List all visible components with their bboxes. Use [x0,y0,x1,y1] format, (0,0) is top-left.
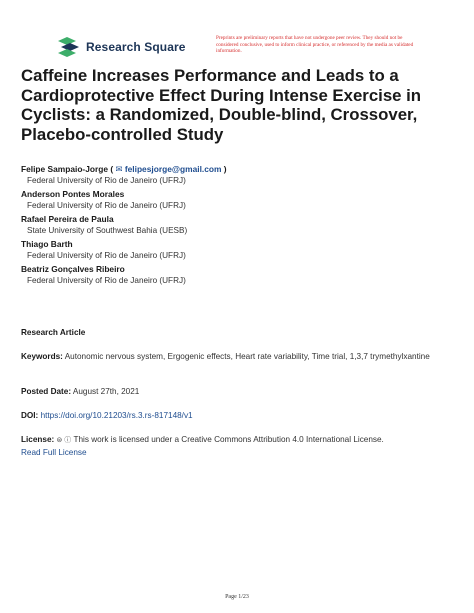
posted-date-label: Posted Date: [21,387,72,396]
license-text: This work is licensed under a Creative Commons Attribution 4.0 International License. [73,435,384,444]
article-type: Research Article [21,328,86,337]
keywords-row [21,351,461,363]
author-entry [21,239,461,262]
doi-label: DOI: [21,411,39,420]
research-square-logo[interactable] [58,37,186,57]
author-email-link[interactable]: felipesjorge@gmail.com [124,164,222,174]
read-full-license-link[interactable]: Read Full License [21,447,87,457]
keywords-label: Keywords: [21,352,63,361]
page-number: Page 1/23 [225,594,249,600]
author-affiliation: Federal University of Rio de Janeiro (UFRJ) [27,201,186,210]
author-name: Anderson Pontes Morales [21,189,125,199]
author-entry [21,214,461,237]
author-name: Thiago Barth [21,239,73,249]
author-entry [21,164,461,187]
email-close-paren: ) [221,164,227,174]
email-open-paren: ( [108,164,114,174]
article-type-row [21,327,461,339]
author-affiliation: Federal University of Rio de Janeiro (UFRJ) [27,251,186,260]
license-label: License: [21,435,55,444]
creative-commons-icon: ⊜ ⓘ [56,437,72,444]
license-row [21,434,461,458]
doi-link[interactable]: https://doi.org/10.21203/rs.3.rs-817148/v1 [40,411,193,420]
posted-date-value: August 27th, 2021 [72,387,140,396]
author-list [21,164,461,289]
research-square-logo-icon [58,37,80,57]
author-affiliation: State University of Southwest Bahia (UESB) [27,226,188,235]
author-entry [21,264,461,287]
posted-date-row [21,386,461,398]
keywords-value: Autonomic nervous system, Ergogenic effects, Heart rate variability, Time trial, 1,3,7 trymethylxantine [64,352,430,361]
mail-icon: ✉ [115,164,123,174]
author-affiliation: Federal University of Rio de Janeiro (UFRJ) [27,276,186,285]
author-name: Beatriz Gonçalves Ribeiro [21,264,125,274]
author-affiliation: Federal University of Rio de Janeiro (UFRJ) [27,176,186,185]
author-name: Felipe Sampaio-Jorge [21,164,109,174]
author-name: Rafael Pereira de Paula [21,214,114,224]
author-entry [21,189,461,212]
paper-title: Caffeine Increases Performance and Leads to a Cardioprotective Effect During Intense Exercise in Cyclists: a Randomized, Double-blind, Crossover, Placebo-controlled Study [21,66,422,144]
doi-row [21,410,461,422]
logo-text: Research Square [86,40,186,54]
preprint-notice: Preprints are preliminary reports that have not undergone peer review. They should not be considered conclusive, used to inform clinical practice, or referenced by the media as validated information. [216,35,414,55]
